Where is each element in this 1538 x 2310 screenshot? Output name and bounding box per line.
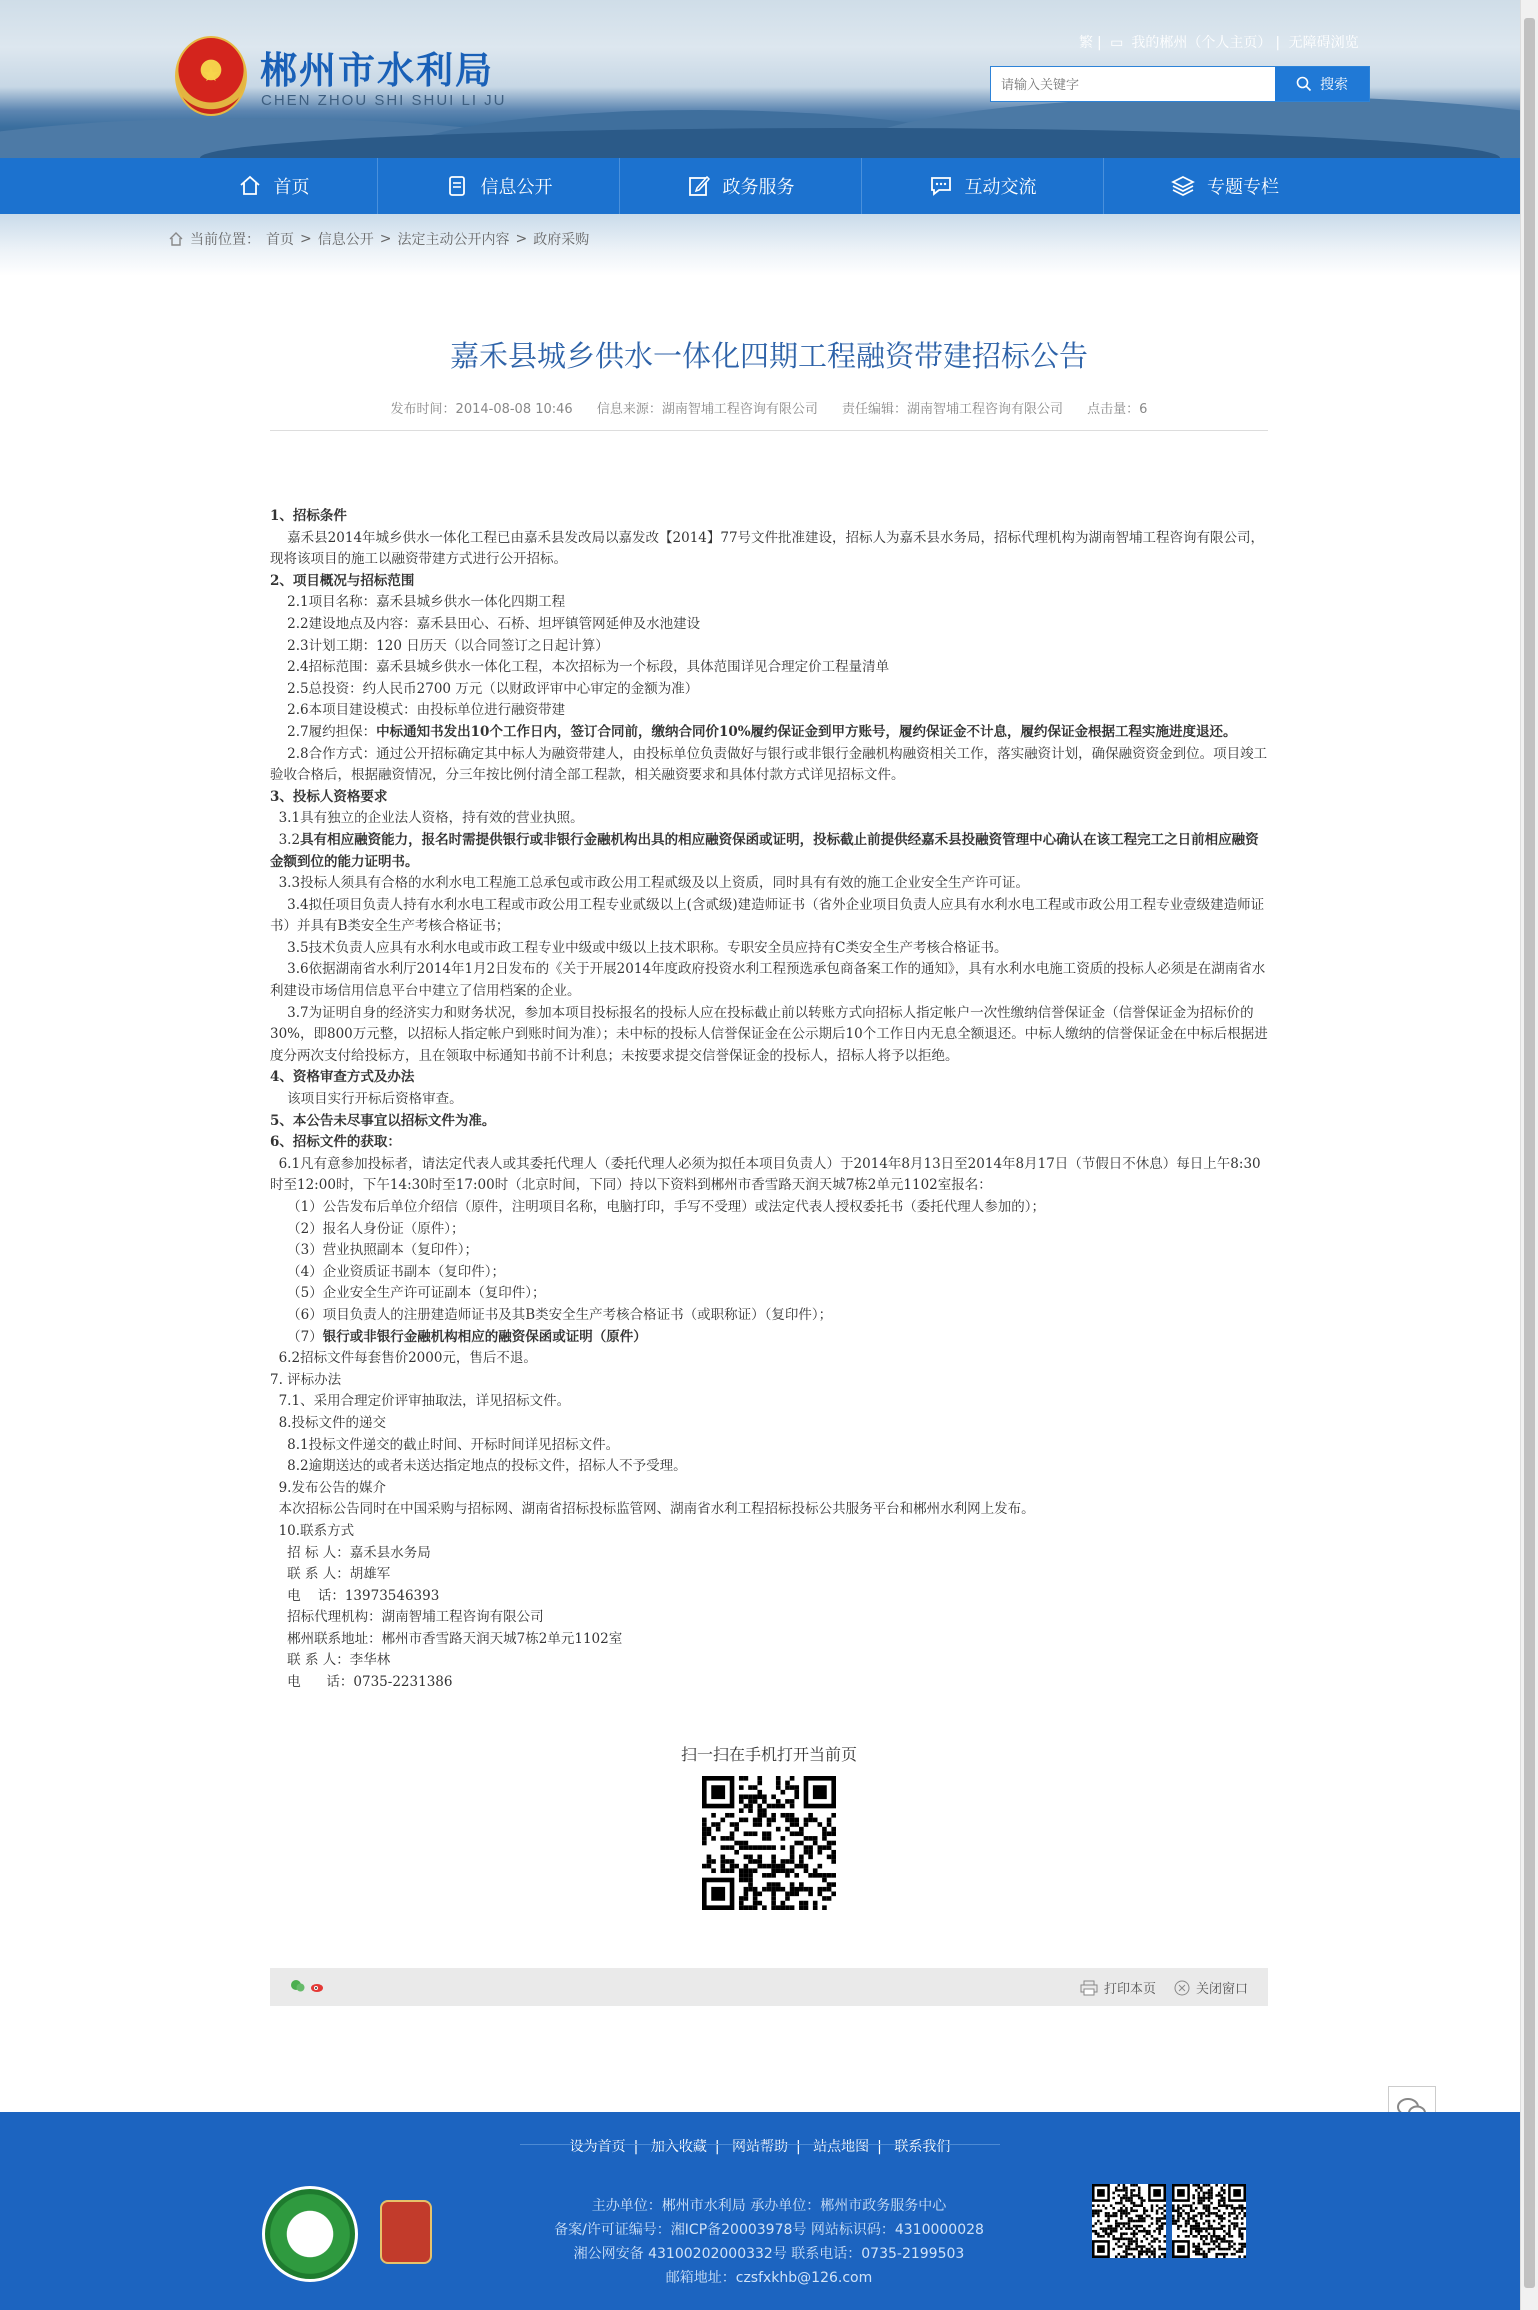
- site-footer: [0, 2112, 1520, 2310]
- breadcrumb-info-disclosure[interactable]: 信息公开: [317, 232, 374, 248]
- article-paragraph: 招标代理机构：湖南智埔工程咨询有限公司: [270, 1609, 544, 1626]
- scrollbar[interactable]: [1520, 0, 1538, 2310]
- article-paragraph: 2.5总投资：约人民币2700 万元（以财政评审中心审定的金额为准）: [270, 680, 699, 697]
- article-paragraph: 2.6本项目建设模式：由投标单位进行融资带建: [270, 702, 566, 719]
- article-paragraph: （7）银行或非银行金融机构相应的融资保函或证明（原件）: [270, 1328, 647, 1345]
- site-title[interactable]: 郴州市水利局: [260, 49, 494, 92]
- article-paragraph: 2.2建设地点及内容：嘉禾县田心、石桥、坦坪镇管网延伸及水池建设: [270, 615, 701, 632]
- traditional-chinese-link[interactable]: 繁: [1079, 35, 1093, 51]
- article-paragraph: 3、投标人资格要求: [270, 788, 388, 805]
- article-paragraph: 10.联系方式: [270, 1522, 355, 1539]
- footer-sitemap-link[interactable]: 站点地图: [813, 2139, 870, 2155]
- article-paragraph: （1）公告发布后单位介绍信（原件，注明项目名称，电脑打印，手写不受理）或法定代表人授权委托书（委托代理人参加的）；: [270, 1199, 1046, 1215]
- breadcrumb-home[interactable]: 首页: [266, 232, 294, 248]
- article-title: 嘉禾县城乡供水一体化四期工程融资带建招标公告: [449, 339, 1088, 373]
- article-meta: [270, 398, 1268, 417]
- footer-set-homepage-link[interactable]: 设为首页: [569, 2139, 626, 2155]
- article-paragraph: 联 系 人：李华林: [270, 1652, 391, 1669]
- footer-info: [0, 2194, 1538, 2290]
- search-button[interactable]: 搜索: [1275, 67, 1369, 101]
- article-paragraph: （2）报名人身份证（原件）；: [270, 1220, 465, 1237]
- search-icon: [1296, 76, 1312, 92]
- footer-icp: 备案/许可证编号：湘ICP备20003978号 网站标识码：4310000028: [554, 2222, 984, 2238]
- article-paragraph: 电 话：13973546393: [270, 1587, 440, 1604]
- share-bar: [270, 1968, 1268, 2006]
- article-body: [270, 506, 1268, 1694]
- article-paragraph: 4、资格审查方式及办法: [270, 1069, 415, 1086]
- article-paragraph: 3.6依据湖南省水利厅2014年1月2日发布的《关于开展2014年度政府投资水利工程预选承包商备案工作的通知》，具有水利水电施工资质的投标人必须是在湖南省水利建设市场信用信息平台中建立了信用档案的企业。: [270, 961, 1266, 1000]
- article-paragraph: 7.1、采用合理定价评审抽取法，详见招标文件。: [270, 1393, 571, 1410]
- national-emblem-icon: ★: [175, 36, 247, 116]
- nav-special-topics[interactable]: 专题专栏: [1104, 158, 1346, 214]
- article-paragraph: 6.1凡有意参加投标者，请法定代表人或其委托代理人（委托代理人必须为拟任本项目负责人）于2014年8月13日至2014年8月17日（节假日不休息）每日上午8:30时至12:00时，下午14:30时至17:00时（北京时间，下同）持以下资料到郴州市香雪路天润天城7栋2单元1102室报名：: [270, 1155, 1261, 1194]
- main-nav: [0, 158, 1520, 214]
- wechat-share-icon[interactable]: [290, 1978, 306, 1994]
- nav-interaction[interactable]: 互动交流: [862, 158, 1104, 214]
- nav-government-service[interactable]: 政务服务: [620, 158, 862, 214]
- article-paragraph: 郴州联系地址：郴州市香雪路天润天城7栋2单元1102室: [270, 1630, 623, 1647]
- footer-police-record: 湘公网安备 43100202000332号 联系电话：0735-2199503: [573, 2246, 965, 2262]
- breadcrumb-statutory-content[interactable]: 法定主动公开内容: [397, 232, 510, 248]
- article-paragraph: 该项目实行开标后资格审查。: [270, 1091, 463, 1108]
- party-government-badge-icon[interactable]: [380, 2200, 432, 2264]
- article-paragraph: 3.4拟任项目负责人持有水利水电工程或市政公用工程专业贰级以上(含贰级)建造师证书（省外企业项目负责人应具有水利水电工程或市政公用工程专业壹级建造师证书）并具有B类安全生产考核合格证书；: [270, 896, 1265, 935]
- chat-icon: [929, 174, 953, 198]
- layers-icon: [1171, 174, 1195, 198]
- article-paragraph: 3.1具有独立的企业法人资格，持有效的营业执照。: [270, 810, 584, 827]
- footer-divider: [520, 2144, 1000, 2145]
- article-paragraph: （3）营业执照副本（复印件）；: [270, 1242, 479, 1259]
- hit-count: 点击量：6: [1087, 402, 1148, 417]
- document-icon: [445, 174, 469, 198]
- monitor-icon: ▭: [1110, 35, 1124, 51]
- close-icon: [1174, 1980, 1190, 1996]
- article-paragraph: 2.3计划工期：120 日历天（以合同签订之日起计算）: [270, 637, 609, 654]
- footer-email: 邮箱地址：czsfxkhb@126.com: [665, 2270, 873, 2286]
- article-paragraph: 2.8合作方式：通过公开招标确定其中标人为融资带建人，由投标单位负责做好与银行或非银行金融机构融资相关工作，落实融资计划，确保融资资金到位。项目竣工验收合格后，根据融资情况，分三年按比例付清全部工程款，相关融资要求和具体付款方式详见招标文件。: [270, 745, 1268, 784]
- article-paragraph: 2、项目概况与招标范围: [270, 572, 415, 589]
- article-paragraph: （5）企业安全生产许可证副本（复印件）；: [270, 1285, 546, 1302]
- home-icon: [238, 174, 262, 198]
- search-box: [990, 66, 1370, 102]
- top-links: 繁 | ▭ 我的郴州（个人主页） | 无障碍浏览: [1079, 35, 1359, 51]
- qr-code-icon: [702, 1776, 836, 1910]
- site-subtitle: CHEN ZHOU SHI SHUI LI JU: [261, 92, 507, 109]
- article-paragraph: 8.1投标文件递交的截止时间、开标时间详见招标文件。: [270, 1436, 620, 1453]
- article-paragraph: 5、本公告未尽事宜以招标文件为准。: [270, 1112, 496, 1129]
- footer-qr-code-icon: [1172, 2184, 1246, 2258]
- article-paragraph: 3.5技术负责人应具有水利水电或市政工程专业中级或中级以上技术职称。专职安全员应持有C类安全生产考核合格证书。: [270, 939, 1008, 956]
- article-paragraph: 7. 评标办法: [270, 1371, 342, 1388]
- article-paragraph: 1、招标条件: [270, 508, 347, 524]
- article-paragraph: 电 话：0735-2231386: [270, 1674, 453, 1691]
- close-window-button[interactable]: 关闭窗口: [1174, 1978, 1248, 1997]
- publish-time: 发布时间：2014-08-08 10:46: [390, 402, 573, 417]
- divider: [270, 430, 1268, 431]
- breadcrumb-government-procurement[interactable]: 政府采购: [533, 232, 590, 248]
- weibo-share-icon[interactable]: [310, 1978, 326, 1994]
- article-paragraph: 9.发布公告的媒介: [270, 1479, 386, 1496]
- article-paragraph: 8.投标文件的递交: [270, 1414, 386, 1431]
- scrollbar-thumb[interactable]: [1524, 18, 1535, 2288]
- my-chenzhou-link[interactable]: 我的郴州（个人主页）: [1131, 35, 1272, 51]
- breadcrumb: 当前位置： 首页 > 信息公开 > 法定主动公开内容 > 政府采购: [168, 229, 589, 249]
- article-paragraph: 2.1项目名称：嘉禾县城乡供水一体化四期工程: [270, 594, 566, 611]
- footer-contact-link[interactable]: 联系我们: [894, 2139, 951, 2155]
- article-paragraph: 3.7为证明自身的经济实力和财务状况，参加本项目投标报名的投标人应在投标截止前以转账方式向招标人指定帐户一次性缴纳信誉保证金（信誉保证金为招标价的30%，即800万元整，以招标人指定帐户到账时间为准）；未中标的投标人信誉保证金在公示期后10个工作日内无息全额退还。中标人缴纳的信誉保证金在中标后根据进度分两次支付给投标方，且在领取中标通知书前不计利息；未按要求提交信誉保证金的投标人，招标人将予以拒绝。: [270, 1004, 1268, 1064]
- article-paragraph: （4）企业资质证书副本（复印件）；: [270, 1263, 506, 1280]
- article-paragraph: 2.7履约担保：中标通知书发出10个工作日内，签订合同前，缴纳合同价10%履约保证金到甲方账号，履约保证金不计息，履约保证金根据工程实施进度退还。: [270, 723, 1237, 740]
- article-paragraph: 2.4招标范围：嘉禾县城乡供水一体化工程，本次招标为一个标段，具体范围详见合理定价工程量清单: [270, 659, 890, 676]
- article-paragraph: （6）项目负责人的注册建造师证书及其B类安全生产考核合格证书（或职称证）（复印件）；: [270, 1306, 833, 1323]
- info-source: 信息来源：湖南智埔工程咨询有限公司: [596, 402, 818, 417]
- print-page-button[interactable]: 打印本页: [1080, 1978, 1156, 1997]
- article-paragraph: 本次招标公告同时在中国采购与招标网、湖南省招标投标监管网、湖南省水利工程招标投标公共服务平台和郴州水利网上发布。: [270, 1501, 1035, 1518]
- footer-add-favorite-link[interactable]: 加入收藏: [650, 2139, 707, 2155]
- article-paragraph: 3.3投标人须具有合格的水利水电工程施工总承包或市政公用工程贰级及以上资质，同时具有有效的施工企业安全生产许可证。: [270, 875, 1030, 892]
- article-paragraph: 6、招标文件的获取：: [270, 1134, 401, 1151]
- accessibility-link[interactable]: 无障碍浏览: [1288, 35, 1359, 51]
- article-paragraph: 3.2具有相应融资能力，报名时需提供银行或非银行金融机构出具的相应融资保函或证明，投标截止前提供经嘉禾县投融资管理中心确认在该工程完工之日前相应融资金额到位的能力证明书。: [270, 831, 1259, 870]
- article-paragraph: 联 系 人：胡雄军: [270, 1566, 391, 1583]
- article-paragraph: 嘉禾县2014年城乡供水一体化工程已由嘉禾县发改局以嘉发改【2014】77号文件批准建设，招标人为嘉禾县水务局，招标代理机构为湖南智埔工程咨询有限公司，现将该项目的施工以融资带建方式进行公开招标。: [270, 529, 1265, 568]
- article-paragraph: 8.2逾期送达的或者未送达指定地点的投标文件，招标人不予受理。: [270, 1458, 687, 1475]
- civilized-city-badge-icon[interactable]: [262, 2186, 358, 2282]
- footer-links: 设为首页 | 加入收藏 | 网站帮助 | 站点地图 | 联系我们: [569, 2139, 951, 2155]
- footer-organizer: 主办单位：郴州市水利局 承办单位：郴州市政务服务中心: [591, 2198, 947, 2214]
- nav-info-disclosure[interactable]: 信息公开: [378, 158, 620, 214]
- footer-qr-code-icon: [1092, 2184, 1166, 2258]
- home-icon: [168, 231, 184, 247]
- article-paragraph: 招 标 人：嘉禾县水务局: [270, 1544, 431, 1561]
- printer-icon: [1080, 1980, 1098, 1996]
- footer-help-link[interactable]: 网站帮助: [732, 2139, 788, 2155]
- search-input[interactable]: [991, 67, 1275, 101]
- qr-label: 扫一扫在手机打开当前页: [680, 1745, 857, 1764]
- edit-icon: [687, 174, 711, 198]
- responsible-editor: 责任编辑：湖南智埔工程咨询有限公司: [842, 402, 1064, 417]
- article-paragraph: 6.2招标文件每套售价2000元，售后不退。: [270, 1350, 537, 1367]
- nav-home[interactable]: 首页: [170, 158, 378, 214]
